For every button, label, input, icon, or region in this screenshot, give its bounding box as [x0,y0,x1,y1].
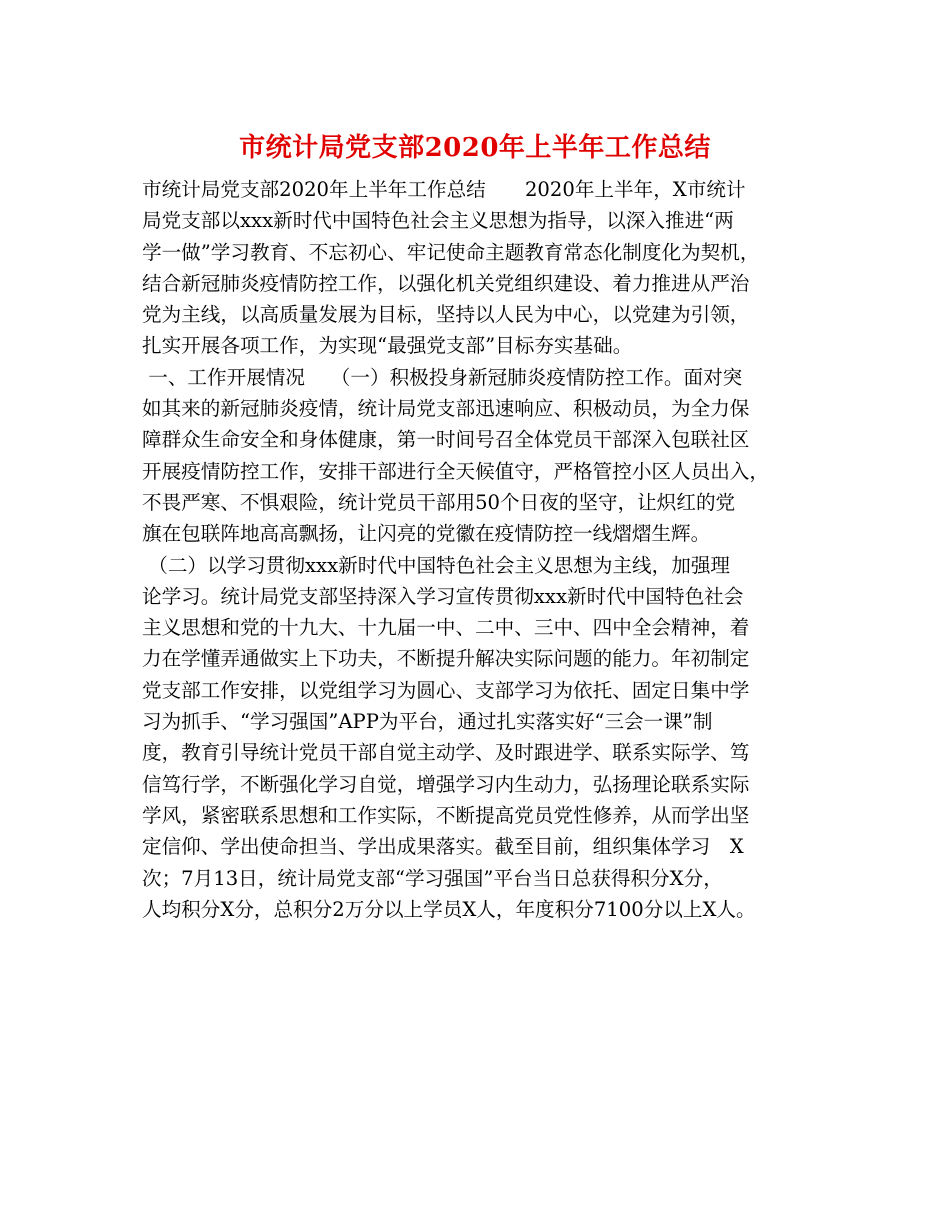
body-line: 次；7月13日，统计局党支部“学习强国”平台当日总获得积分X分， [142,866,723,890]
document-body [142,174,832,925]
body-line: 扎实开展各项工作，为实现“最强党支部”目标夯实基础。 [142,334,633,358]
body-line: 度，教育引导统计党员干部自觉主动学、及时跟进学、联系实际学、笃 [142,741,750,765]
body-line: 结合新冠肺炎疫情防控工作，以强化机关党组织建设、着力推进从严治 [142,271,750,295]
body-line: 定信仰、学出使命担当、学出成果落实。截至目前，组织集体学习 X [142,835,744,859]
body-line: 局党支部以xxx新时代中国特色社会主义思想为指导，以深入推进“两 [142,209,734,233]
body-line: 习为抓手、“学习强国”APP为平台，通过扎实落实好“三会一课”制 [142,710,713,734]
body-line: 开展疫情防控工作，安排干部进行全天候值守，严格管控小区人员出入， [142,459,769,483]
body-line: 论学习。统计局党支部坚持深入学习宣传贯彻xxx新时代中国特色社会 [142,584,744,608]
body-line: 市统计局党支部2020年上半年工作总结 2020年上半年，X市统计 [142,178,746,201]
body-line: 不畏严寒、不惧艰险，统计党员干部用50个日夜的坚守，让炽红的党 [142,490,736,514]
body-line: 学一做”学习教育、不忘初心、牢记使命主题教育常态化制度化为契机， [142,240,760,264]
body-line: 人均积分X分，总积分2万分以上学员X人，年度积分7100分以上X人。 [142,897,756,921]
body-line: 学风，紧密联系思想和工作实际，不断提高党员党性修养，从而学出坚 [142,803,750,827]
body-line: 党为主线，以高质量发展为目标，坚持以人民为中心，以党建为引领， [142,303,750,327]
document-title: 市统计局党支部2020年上半年工作总结 [239,133,711,163]
body-line: 力在学懂弄通做实上下功夫，不断提升解决实际问题的能力。年初制定 [142,647,750,671]
body-line: 主义思想和党的十九大、十九届一中、二中、三中、四中全会精神，着 [142,616,750,640]
body-line: （二）以学习贯彻xxx新时代中国特色社会主义思想为主线，加强理 [142,553,731,577]
body-line: 旗在包联阵地高高飘扬，让闪亮的党徽在疫情防控一线熠熠生辉。 [142,522,711,546]
body-line: 障群众生命安全和身体健康，第一时间号召全体党员干部深入包联社区 [142,428,750,452]
body-line: 信笃行学，不断强化学习自觉，增强学习内生动力，弘扬理论联系实际 [142,772,750,796]
body-line: 如其来的新冠肺炎疫情，统计局党支部迅速响应、积极动员，为全力保 [142,397,750,421]
body-line: 党支部工作安排，以党组学习为圆心、支部学习为依托、固定日集中学 [142,678,750,702]
body-line: 一、工作开展情况 （一）积极投身新冠肺炎疫情防控工作。面对突 [142,365,743,389]
